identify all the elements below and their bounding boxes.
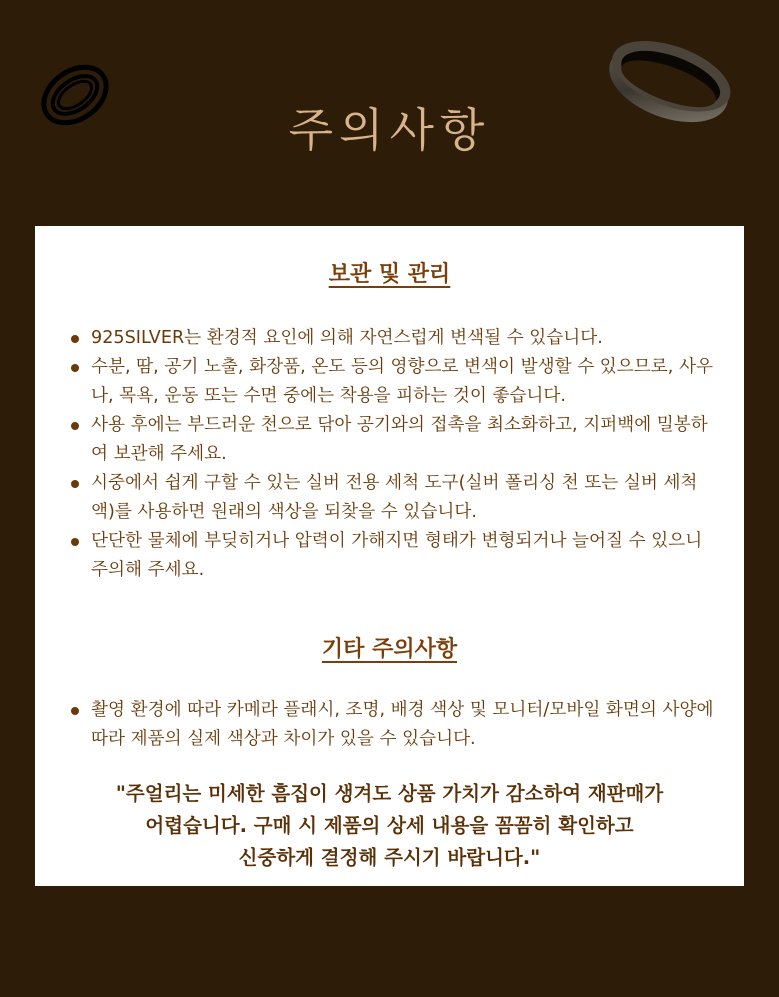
notice-card: [35, 226, 744, 886]
bullet-icon: [71, 538, 79, 546]
page-title: 주의사항: [288, 103, 491, 157]
closing-notice: "주얼리는 미세한 흠집이 생겨도 상품 가치가 감소하여 재판매가 어렵습니다. 구매 시 제품의 상세 내용을 꼼꼼히 확인하고 신중하게 결정해 주시기 바랍니다.": [115, 782, 664, 869]
other-list: [65, 696, 714, 754]
list-item: 단단한 물체에 부딪히거나 압력이 가해지면 형태가 변형되거나 늘어질 수 있으니 주의해 주세요.: [65, 527, 714, 585]
list-item: 925SILVER는 환경적 요인에 의해 자연스럽게 변색될 수 있습니다.: [65, 324, 714, 353]
bullet-icon: [71, 335, 79, 343]
bullet-icon: [71, 364, 79, 372]
storage-heading: 보관 및 관리: [328, 262, 451, 287]
bullet-icon: [71, 422, 79, 430]
list-item: 촬영 환경에 따라 카메라 플래시, 조명, 배경 색상 및 모니터/모바일 화면의 사양에 따라 제품의 실제 색상과 차이가 있을 수 있습니다.: [65, 696, 714, 754]
list-item: 수분, 땀, 공기 노출, 화장품, 온도 등의 영향으로 변색이 발생할 수 있으므로, 사우나, 목욕, 운동 또는 수면 중에는 착용을 피하는 것이 좋습니다.: [65, 353, 714, 411]
other-heading: 기타 주의사항: [321, 637, 458, 662]
list-item: 시중에서 쉽게 구할 수 있는 실버 전용 세척 도구(실버 폴리싱 천 또는 실버 세척액)를 사용하면 원래의 색상을 되찾을 수 있습니다.: [65, 469, 714, 527]
bullet-icon: [71, 480, 79, 488]
storage-list: [65, 324, 714, 585]
list-item: 사용 후에는 부드러운 천으로 닦아 공기와의 접촉을 최소화하고, 지퍼백에 밀봉하여 보관해 주세요.: [65, 411, 714, 469]
bullet-icon: [71, 707, 79, 715]
